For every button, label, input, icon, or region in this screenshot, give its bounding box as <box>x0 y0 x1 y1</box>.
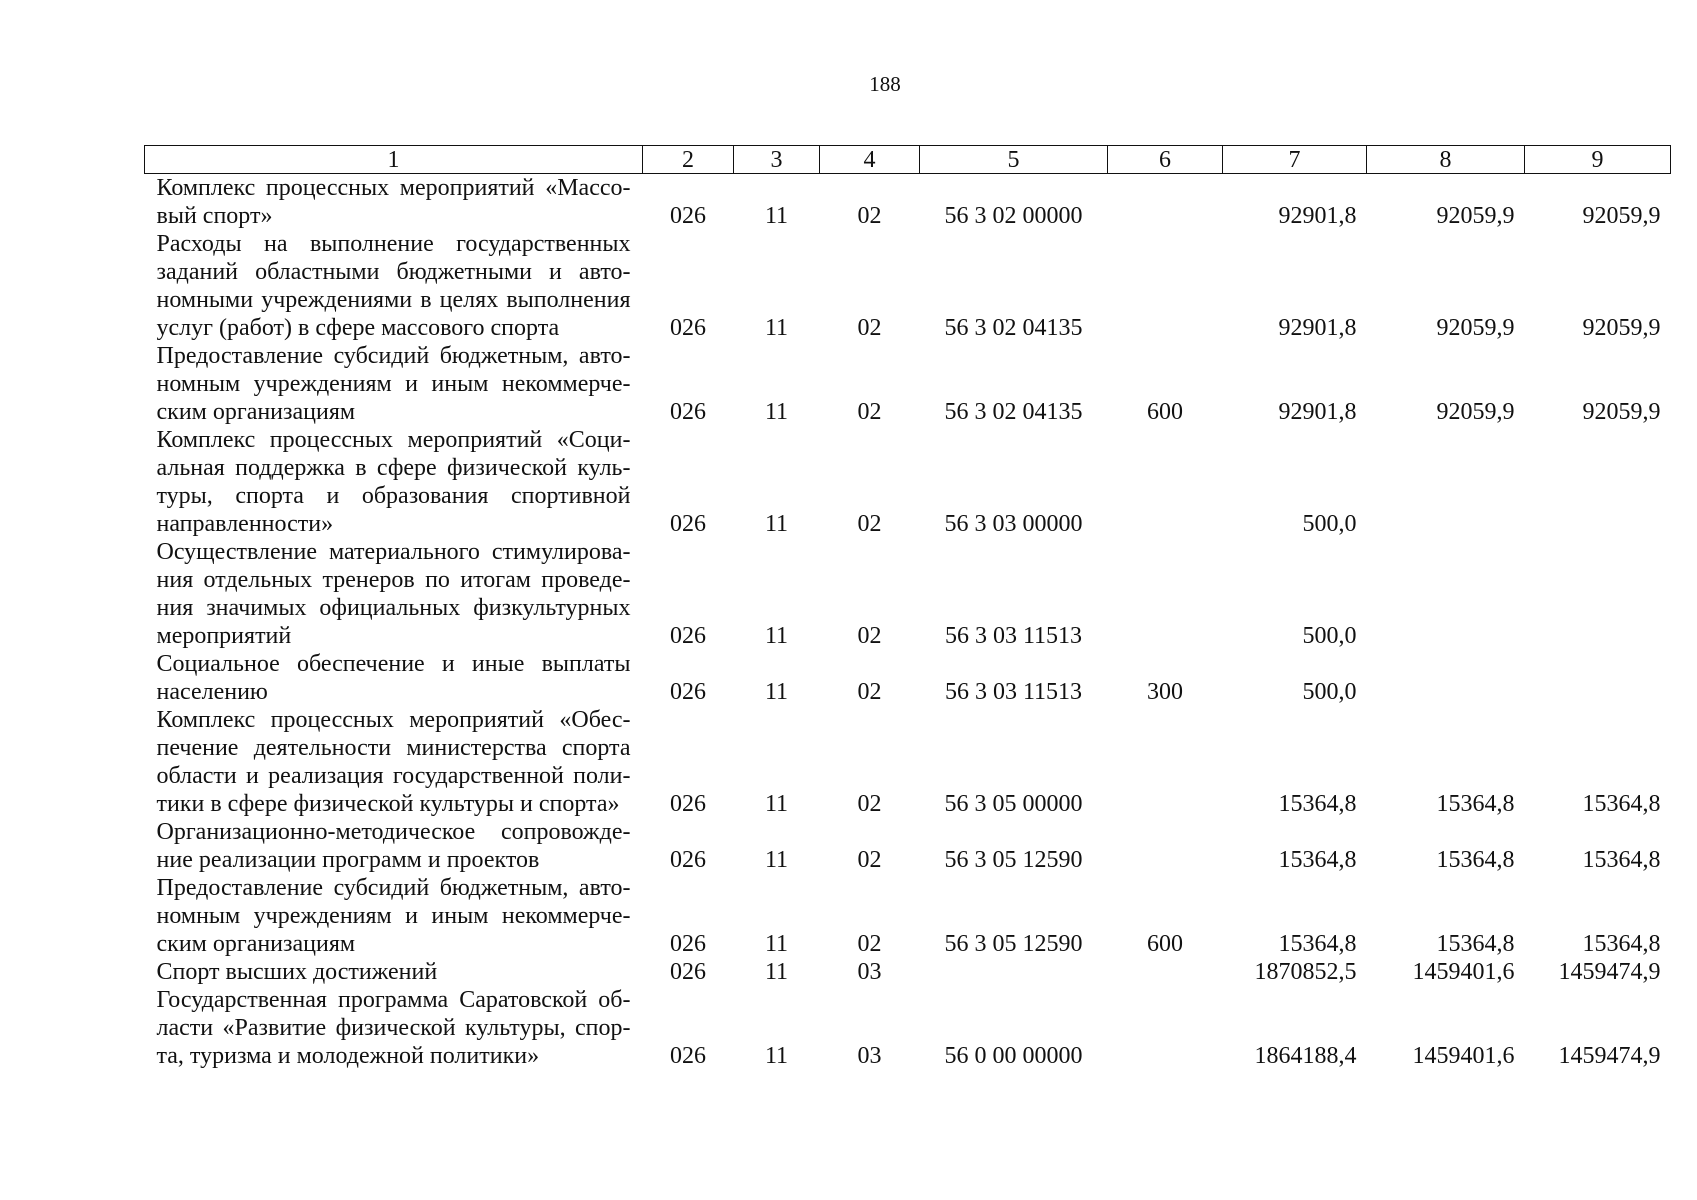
ministry-code: 026 <box>670 959 706 985</box>
amount-col-9: 92059,9 <box>1582 399 1661 425</box>
target-code: 56 3 02 00000 <box>944 203 1083 229</box>
section-code: 11 <box>764 315 789 341</box>
amount-col-7: 15364,8 <box>1278 791 1357 817</box>
expense-type-code <box>1108 426 1223 538</box>
section-code: 11 <box>764 959 789 985</box>
ministry-code: 026 <box>670 847 706 873</box>
target-code: 56 3 05 12590 <box>944 847 1083 873</box>
target-code: 56 3 02 04135 <box>944 399 1083 425</box>
ministry-code: 026 <box>670 1043 706 1069</box>
target-code <box>920 958 1108 986</box>
amount-col-7: 15364,8 <box>1278 847 1357 873</box>
section-code: 11 <box>764 511 789 537</box>
header-row <box>145 146 1671 174</box>
subsection-code: 02 <box>857 399 882 425</box>
section-code: 11 <box>764 847 789 873</box>
amount-col-8: 15364,8 <box>1436 931 1515 957</box>
row-name: Организационно-методическое сопровождение реализации программ и проектов <box>156 819 631 873</box>
row-name: Осуществление материального стимулирования отдельных тренеров по итогам проведения значимых официальных физкультурных мероприятий <box>156 539 631 649</box>
expense-type-code <box>1108 818 1223 874</box>
amount-col-8: 15364,8 <box>1436 791 1515 817</box>
amount-col-9: 92059,9 <box>1582 315 1661 341</box>
header-col-9: 9 <box>1525 146 1671 174</box>
amount-col-7: 1870852,5 <box>1254 959 1357 985</box>
expense-type-code: 300 <box>1147 679 1183 705</box>
amount-col-9: 1459474,9 <box>1558 1043 1661 1069</box>
row-name: Комплекс процессных мероприятий «Массовый спорт» <box>156 175 631 229</box>
ministry-code: 026 <box>670 679 706 705</box>
amount-col-8: 92059,9 <box>1436 203 1515 229</box>
ministry-code: 026 <box>670 203 706 229</box>
expense-type-code <box>1108 538 1223 650</box>
row-name: Государственная программа Саратовской области «Развитие физической культуры, спорта, туризма и молодежной политики» <box>156 987 631 1069</box>
header-col-3: 3 <box>734 146 820 174</box>
amount-col-9: 15364,8 <box>1582 931 1661 957</box>
page-number: 188 <box>869 72 901 96</box>
amount-col-8: 15364,8 <box>1436 847 1515 873</box>
row-name: Комплекс процессных мероприятий «Обеспечение деятельности министерства спорта области и реализация государственной политики в сфере физической культуры и спорта» <box>156 707 631 817</box>
amount-col-7: 500,0 <box>1302 511 1357 537</box>
amount-col-8: 92059,9 <box>1436 399 1515 425</box>
table-row <box>145 874 1671 958</box>
budget-table <box>144 145 1671 1070</box>
table-row <box>145 538 1671 650</box>
subsection-code: 02 <box>857 623 882 649</box>
header-col-2: 2 <box>643 146 734 174</box>
amount-col-9 <box>1525 650 1671 706</box>
amount-col-7: 92901,8 <box>1278 203 1357 229</box>
row-name: Предоставление субсидий бюджетным, автономным учреждениям и иным некоммерческим организациям <box>156 343 631 425</box>
ministry-code: 026 <box>670 623 706 649</box>
section-code: 11 <box>764 791 789 817</box>
subsection-code: 02 <box>857 679 882 705</box>
target-code: 56 3 05 12590 <box>944 931 1083 957</box>
ministry-code: 026 <box>670 315 706 341</box>
table-row <box>145 342 1671 426</box>
amount-col-7: 92901,8 <box>1278 315 1357 341</box>
table-row <box>145 426 1671 538</box>
ministry-code: 026 <box>670 511 706 537</box>
table-row <box>145 986 1671 1070</box>
header-col-4: 4 <box>820 146 920 174</box>
amount-col-7: 500,0 <box>1302 679 1357 705</box>
table-row <box>145 174 1671 231</box>
table-row <box>145 706 1671 818</box>
subsection-code: 02 <box>857 203 882 229</box>
table-row <box>145 650 1671 706</box>
amount-col-7: 92901,8 <box>1278 399 1357 425</box>
target-code: 56 3 02 04135 <box>944 315 1083 341</box>
row-name: Комплекс процессных мероприятий «Социальная поддержка в сфере физической культуры, спорта и образования спортивной направленности» <box>156 427 631 537</box>
header-col-7: 7 <box>1223 146 1367 174</box>
header-col-8: 8 <box>1367 146 1525 174</box>
amount-col-7: 15364,8 <box>1278 931 1357 957</box>
subsection-code: 02 <box>857 315 882 341</box>
amount-col-8 <box>1367 426 1525 538</box>
table-row <box>145 958 1671 986</box>
expense-type-code: 600 <box>1147 399 1183 425</box>
target-code: 56 0 00 00000 <box>944 1043 1083 1069</box>
target-code: 56 3 03 11513 <box>944 623 1083 649</box>
expense-type-code <box>1108 230 1223 342</box>
subsection-code: 02 <box>857 931 882 957</box>
row-name: Расходы на выполнение государственных заданий областными бюджетными и автономными учреждениями в целях выполнения услуг (работ) в сфере массового спорта <box>156 231 631 341</box>
amount-col-9: 15364,8 <box>1582 847 1661 873</box>
amount-col-7: 1864188,4 <box>1254 1043 1357 1069</box>
amount-col-8 <box>1367 650 1525 706</box>
section-code: 11 <box>764 203 789 229</box>
row-name: Предоставление субсидий бюджетным, автономным учреждениям и иным некоммерческим организациям <box>156 875 631 957</box>
amount-col-9 <box>1525 538 1671 650</box>
expense-type-code <box>1108 174 1223 231</box>
section-code: 11 <box>764 1043 789 1069</box>
subsection-code: 02 <box>857 847 882 873</box>
ministry-code: 026 <box>670 399 706 425</box>
ministry-code: 026 <box>670 931 706 957</box>
target-code: 56 3 03 11513 <box>944 679 1083 705</box>
section-code: 11 <box>764 623 789 649</box>
expense-type-code <box>1108 958 1223 986</box>
section-code: 11 <box>764 679 789 705</box>
subsection-code: 02 <box>857 511 882 537</box>
subsection-code: 03 <box>857 1043 882 1069</box>
subsection-code: 03 <box>857 959 882 985</box>
subsection-code: 02 <box>857 791 882 817</box>
amount-col-9: 15364,8 <box>1582 791 1661 817</box>
header-col-6: 6 <box>1108 146 1223 174</box>
table-row <box>145 230 1671 342</box>
expense-type-code: 600 <box>1147 931 1183 957</box>
amount-col-8: 1459401,6 <box>1412 959 1515 985</box>
amount-col-9: 1459474,9 <box>1558 959 1661 985</box>
section-code: 11 <box>764 399 789 425</box>
amount-col-8 <box>1367 538 1525 650</box>
amount-col-8: 1459401,6 <box>1412 1043 1515 1069</box>
amount-col-9 <box>1525 426 1671 538</box>
row-name: Спорт высших достижений <box>156 959 438 985</box>
target-code: 56 3 05 00000 <box>944 791 1083 817</box>
row-name: Социальное обеспечение и иные выплаты населению <box>156 651 631 705</box>
table-row <box>145 818 1671 874</box>
expense-type-code <box>1108 986 1223 1070</box>
target-code: 56 3 03 00000 <box>944 511 1083 537</box>
header-col-1: 1 <box>145 146 643 174</box>
ministry-code: 026 <box>670 791 706 817</box>
amount-col-9: 92059,9 <box>1582 203 1661 229</box>
section-code: 11 <box>764 931 789 957</box>
amount-col-7: 500,0 <box>1302 623 1357 649</box>
header-col-5: 5 <box>920 146 1108 174</box>
amount-col-8: 92059,9 <box>1436 315 1515 341</box>
expense-type-code <box>1108 706 1223 818</box>
